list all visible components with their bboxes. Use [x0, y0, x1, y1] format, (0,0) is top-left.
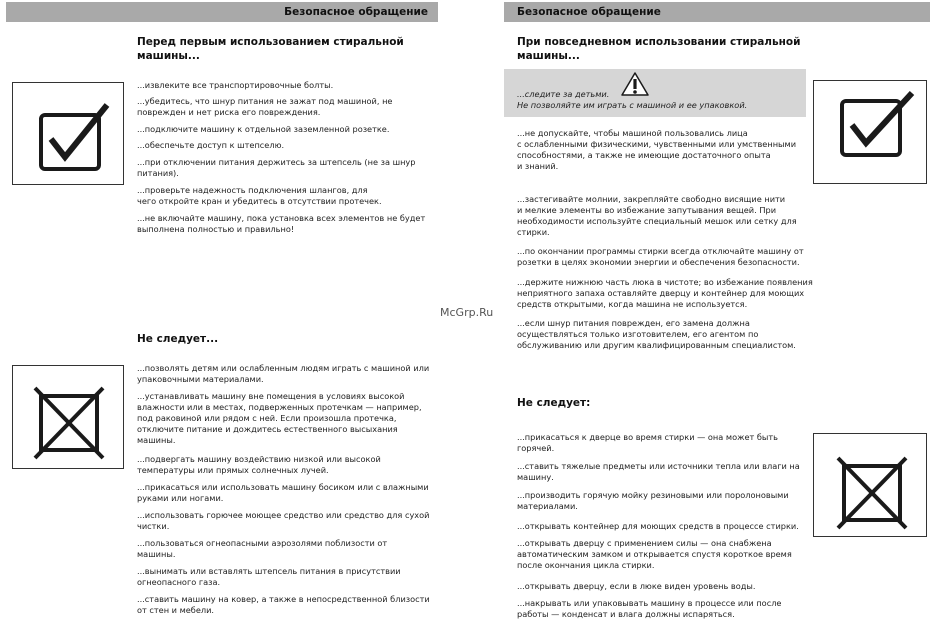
- right-s1-item-4: ...держите нижнюю часть люка в чистоте; во избежание появления неприятного запаха оставляйте дверцу и контейнер для моющих средств открытыми, когда машина не используется.: [517, 277, 813, 309]
- left-s1-item-1: ...извлеките все транспортировочные болты.: [137, 80, 334, 90]
- right-section1-title: При повседневном использовании стиральной машины...: [517, 36, 801, 62]
- right-s1-item-1: ...не допускайте, чтобы машиной пользовались лица с ослабленными физическими, чувственными или умственными способностями, а также не имеющие достаточного опыта и знаний.: [517, 128, 797, 171]
- left-s1-item-5: ...при отключении питания держитесь за штепсель (не за шнур питания).: [137, 157, 416, 178]
- right-s2-item-1: ...прикасаться к дверце во время стирки — она может быть горячей.: [517, 432, 778, 453]
- right-s1-item-5: ...если шнур питания поврежден, его замена должна осуществляться только изготовителем, его агентом по обслуживанию или другим квалифицированным специалистом.: [517, 318, 796, 350]
- right-header-title: Безопасное обращение: [517, 6, 661, 18]
- checkmark-icon: [814, 81, 928, 185]
- left-s2-item-6: ...пользоваться огнеопасными аэрозолями поблизости от машины.: [137, 538, 388, 559]
- left-s1-item-6: ...проверьте надежность подключения шлангов, для чего откройте кран и убедитесь в отсутствии протечек.: [137, 185, 382, 206]
- right-s2-item-7: ...накрывать или упаковывать машину в процессе или после работы — конденсат и влага должны испаряться.: [517, 598, 782, 619]
- checkmark-icon: [13, 83, 125, 186]
- left-s1-item-3: ...подключите машину к отдельной заземленной розетке.: [137, 124, 390, 134]
- right-s2-item-3: ...производить горячую мойку резиновыми или поролоновыми материалами.: [517, 490, 789, 511]
- left-s2-item-2: ...устанавливать машину вне помещения в условиях высокой влажности или в местах, подверженных протечкам — например, под раковиной или рядом с ней. Если произошла протечка, отключите питание и дождитесь естественного высыхания машины.: [137, 391, 422, 445]
- left-header-title: Безопасное обращение: [284, 6, 428, 18]
- right-cross-box: [813, 433, 927, 537]
- watermark: McGrp.Ru: [440, 306, 494, 319]
- checkmark-box: [12, 82, 124, 185]
- right-s1-item-3: ...по окончании программы стирки всегда отключайте машину от розетки в целях экономии энергии и обеспечения безопасности.: [517, 246, 804, 267]
- left-s2-item-7: ...вынимать или вставлять штепсель питания в присутствии огнеопасного газа.: [137, 566, 401, 587]
- right-s2-item-6: ...открывать дверцу, если в люке виден уровень воды.: [517, 581, 756, 591]
- right-page: [470, 0, 940, 621]
- left-section1-title: Перед первым использованием стиральной машины...: [137, 36, 404, 62]
- left-s1-item-7: ...не включайте машину, пока установка всех элементов не будет выполнена полностью и правильно!: [137, 213, 426, 234]
- right-header-bar: [504, 2, 930, 22]
- left-s2-item-3: ...подвергать машину воздействию низкой или высокой температуры или прямых солнечных лучей.: [137, 454, 381, 475]
- warning-text: ...следите за детьми. Не позволяйте им играть с машиной и ее упаковкой.: [517, 89, 748, 110]
- left-s2-item-4: ...прикасаться или использовать машину босиком или с влажными руками или ногами.: [137, 482, 429, 503]
- right-section2-title: Не следует:: [517, 397, 591, 409]
- right-s1-item-2: ...застегивайте молнии, закрепляйте свободно висящие нити и мелкие элементы во избежание запутывания вещей. При необходимости используйте специальный мешок или сетку для стирки.: [517, 194, 797, 237]
- left-s2-item-1: ...позволять детям или ослабленным людям играть с машиной или упаковочными материалами.: [137, 363, 430, 384]
- left-s1-item-2: ...убедитесь, что шнур питания не зажат под машиной, не поврежден и нет риска его повреждения.: [137, 96, 393, 117]
- cross-box: [12, 365, 124, 469]
- left-s1-item-4: ...обеспечьте доступ к штепселю.: [137, 140, 285, 150]
- left-s2-item-5: ...использовать горючее моющее средство или средство для сухой чистки.: [137, 510, 430, 531]
- left-section2-title: Не следует...: [137, 333, 219, 345]
- left-header-bar: [6, 2, 438, 22]
- right-s2-item-4: ...открывать контейнер для моющих средств в процессе стирки.: [517, 521, 799, 531]
- left-s2-item-8: ...ставить машину на ковер, а также в непосредственной близости от стен и мебели.: [137, 594, 430, 615]
- right-checkmark-box: [813, 80, 927, 184]
- crossed-box-icon: [814, 434, 928, 538]
- crossed-box-icon: [13, 366, 125, 470]
- right-s2-item-2: ...ставить тяжелые предметы или источники тепла или влаги на машину.: [517, 461, 800, 482]
- right-s2-item-5: ...открывать дверцу с применением силы — она снабжена автоматическим замком и открывается спустя короткое время после окончания цикла стирки.: [517, 538, 792, 570]
